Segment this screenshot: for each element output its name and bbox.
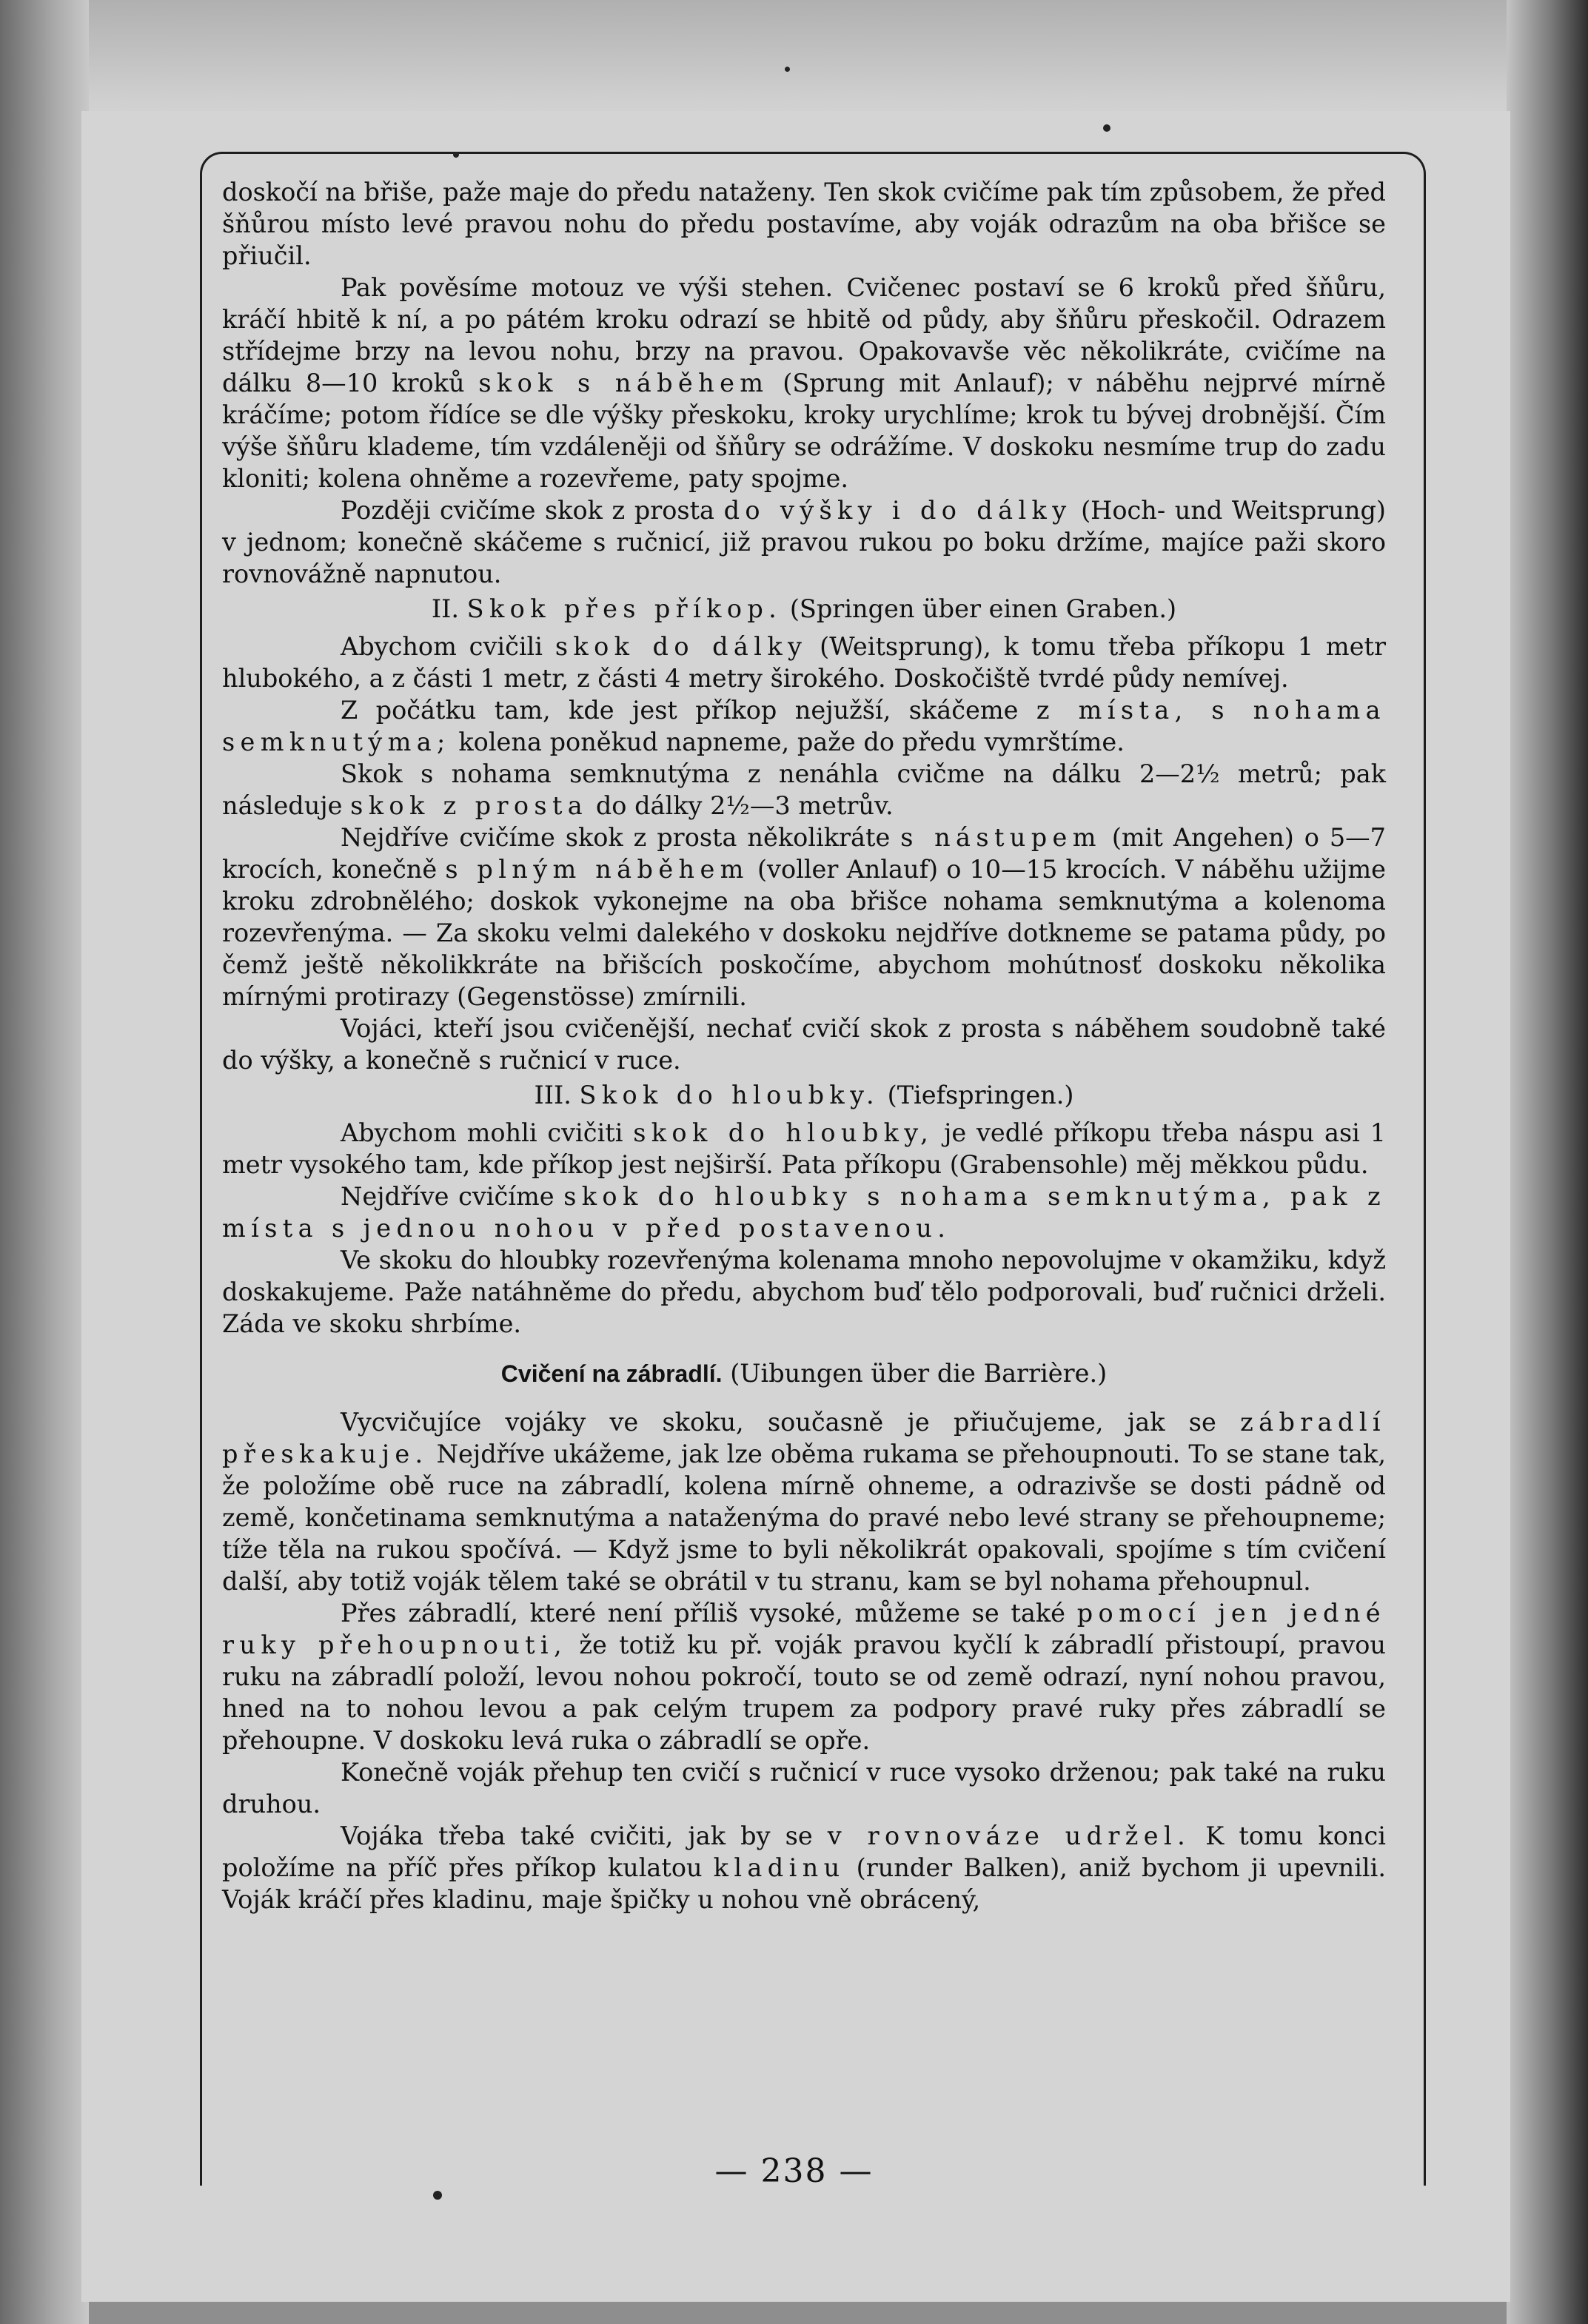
paragraph: doskočí na břiše, paže maje do předu nataženy. Ten skok cvičíme pak tím způsobem, že před šňůrou místo levé pravou nohu do předu postavíme, aby voják odrazům na oba břišce se přiučil.	[222, 178, 1386, 270]
scan-speck	[1103, 124, 1110, 132]
paragraph: Pak pověsíme motouz ve výši stehen. Cvičenec postaví se 6 kroků před šňůru, kráčí hbitě k ní, a po pátém kroku odrazí se hbitě od půdy, aby šňůru přeskočil. Odrazem střídejme brzy na levou nohu, brzy na pravou. Opakovavše věc několikráte, cvičíme na dálku 8—10 kroků skok s náběhem (Sprung mit Anlauf); v náběhu nejprvé mírně kráčíme; potom řídíce se dle výšky přeskoku, kroky urychlíme; krok tu bývej drobnější. Čím výše šňůru klademe, tím vzdáleněji od šňůry se odrážíme. V doskoku nesmíme trup do zadu kloniti; kolena ohněme a rozevřeme, paty spojme.	[222, 273, 1386, 493]
paragraph: Skok s nohama semknutýma z nenáhla cvičme na dálku 2—2½ metrů; pak následuje skok z prosta do dálky 2½—3 metrův.	[222, 759, 1387, 820]
paragraph: Z počátku tam, kde jest příkop nejužší, skáčeme z místa, s nohama semknutýma; kolena poněkud napneme, paže do předu vymrštíme.	[222, 696, 1386, 756]
section-heading: II. Skok přes příkop. (Springen über einen Graben.)	[431, 594, 1177, 623]
paragraph: Abychom mohli cvičiti skok do hloubky, je vedlé příkopu třeba náspu asi 1 metr vysokého tam, kde příkop jest nejširší. Pata příkopu (Grabensohle) měj měkkou půdu.	[222, 1118, 1386, 1179]
paragraph: Nejdříve cvičíme skok z prosta několikráte s nástupem (mit Angehen) o 5—7 krocích, konečně s plným náběhem (voller Anlauf) o 10—15 krocích. V náběhu užijme kroku zdrobnělého; doskok vykonejme na oba břišce nohama semknutýma a kolenoma rozevřenýma. — Za skoku velmi dalekého v doskoku nejdříve dotkneme se patama půdy, po čemž ještě několikkráte na břišcích poskočíme, abychom mohútnosť doskoku několika mírnými protirazy (Gegenstösse) zmírnili.	[222, 823, 1386, 1011]
paragraph: Vojáka třeba také cvičiti, jak by se v rovnováze udržel. K tomu konci položíme na příč přes příkop kulatou kladinu (runder Balken), aniž bychom ji upevnili. Voják kráčí přes kladinu, maje špičky u nohou vně obrácený,	[222, 1821, 1387, 1914]
scan-speck	[433, 2191, 442, 2200]
scan-background-left	[0, 0, 89, 2324]
section-heading: Cvičení na zábradlí. (Uibungen über die Barrière.)	[500, 1359, 1108, 1388]
page-number: — 238 —	[714, 2152, 874, 2190]
paragraph: Nejdříve cvičíme skok do hloubky s nohama semknutýma, pak z místa s jednou nohou v před postavenou.	[222, 1182, 1386, 1243]
paragraph: Později cvičíme skok z prosta do výšky i do dálky (Hoch- und Weitsprung) v jednom; konečně skáčeme s ručnicí, již pravou rukou po boku držíme, majíce paži skoro rovnovážně napnutou.	[222, 496, 1386, 588]
section-heading: III. Skok do hloubky. (Tiefspringen.)	[534, 1081, 1074, 1109]
scan-speck	[453, 152, 459, 158]
paragraph: Vojáci, kteří jsou cvičenější, nechať cvičí skok z prosta s náběhem soudobně také do výšky, a konečně s ručnicí v ruce.	[222, 1014, 1386, 1075]
paragraph: Vycvičujíce vojáky ve skoku, současně je přiučujeme, jak se zábradlí přeskakuje. Nejdříve ukážeme, jak lze oběma rukama se přehoupnouti. To se stane tak, že položíme obě ruce na zábradlí, kolena mírně ohneme, a odrazivše se dosti pádně od země, končetinama semknutýma a nataženýma do pravé nebo levé strany se přehoupneme; tíže těla na rukou spočívá. — Když jsme to byli několikrát opakovali, spojíme s tím cvičení další, aby totiž voják tělem také se obrátil v tu stranu, kam se byl nohama přehoupnul.	[222, 1408, 1386, 1596]
paragraph: Ve skoku do hloubky rozevřenýma kolenama mnoho nepovolujme v okamžiku, když doskakujeme. Paže natáhněme do předu, abychom buď tělo podporovali, buď ručnici drželi. Záda ve skoku shrbíme.	[222, 1246, 1386, 1338]
paragraph: Abychom cvičili skok do dálky (Weitsprung), k tomu třeba příkopu 1 metr hlubokého, a z části 1 metr, z části 4 metry širokého. Doskočiště tvrdé půdy nemívej.	[222, 632, 1387, 693]
scan-speck	[785, 67, 790, 72]
paragraph: Konečně voják přehup ten cvičí s ručnicí v ruce vysoko drženou; pak také na ruku druhou.	[222, 1758, 1386, 1818]
body-text	[222, 176, 1386, 1915]
paragraph: Přes zábradlí, které není příliš vysoké, můžeme se také pomocí jen jedné ruky přehoupnouti, že totiž ku př. voják pravou kyčlí k zábradlí přistoupí, pravou ruku na zábradlí položí, levou nohou pokročí, touto se od země odrazí, nyní nohou pravou, hned na to nohou levou a pak celým trupem za podpory pravé ruky přes zábradlí se přehoupne. V doskoku levá ruka o zábradlí se opře.	[222, 1599, 1386, 1755]
scan-background-right	[1507, 0, 1588, 2324]
